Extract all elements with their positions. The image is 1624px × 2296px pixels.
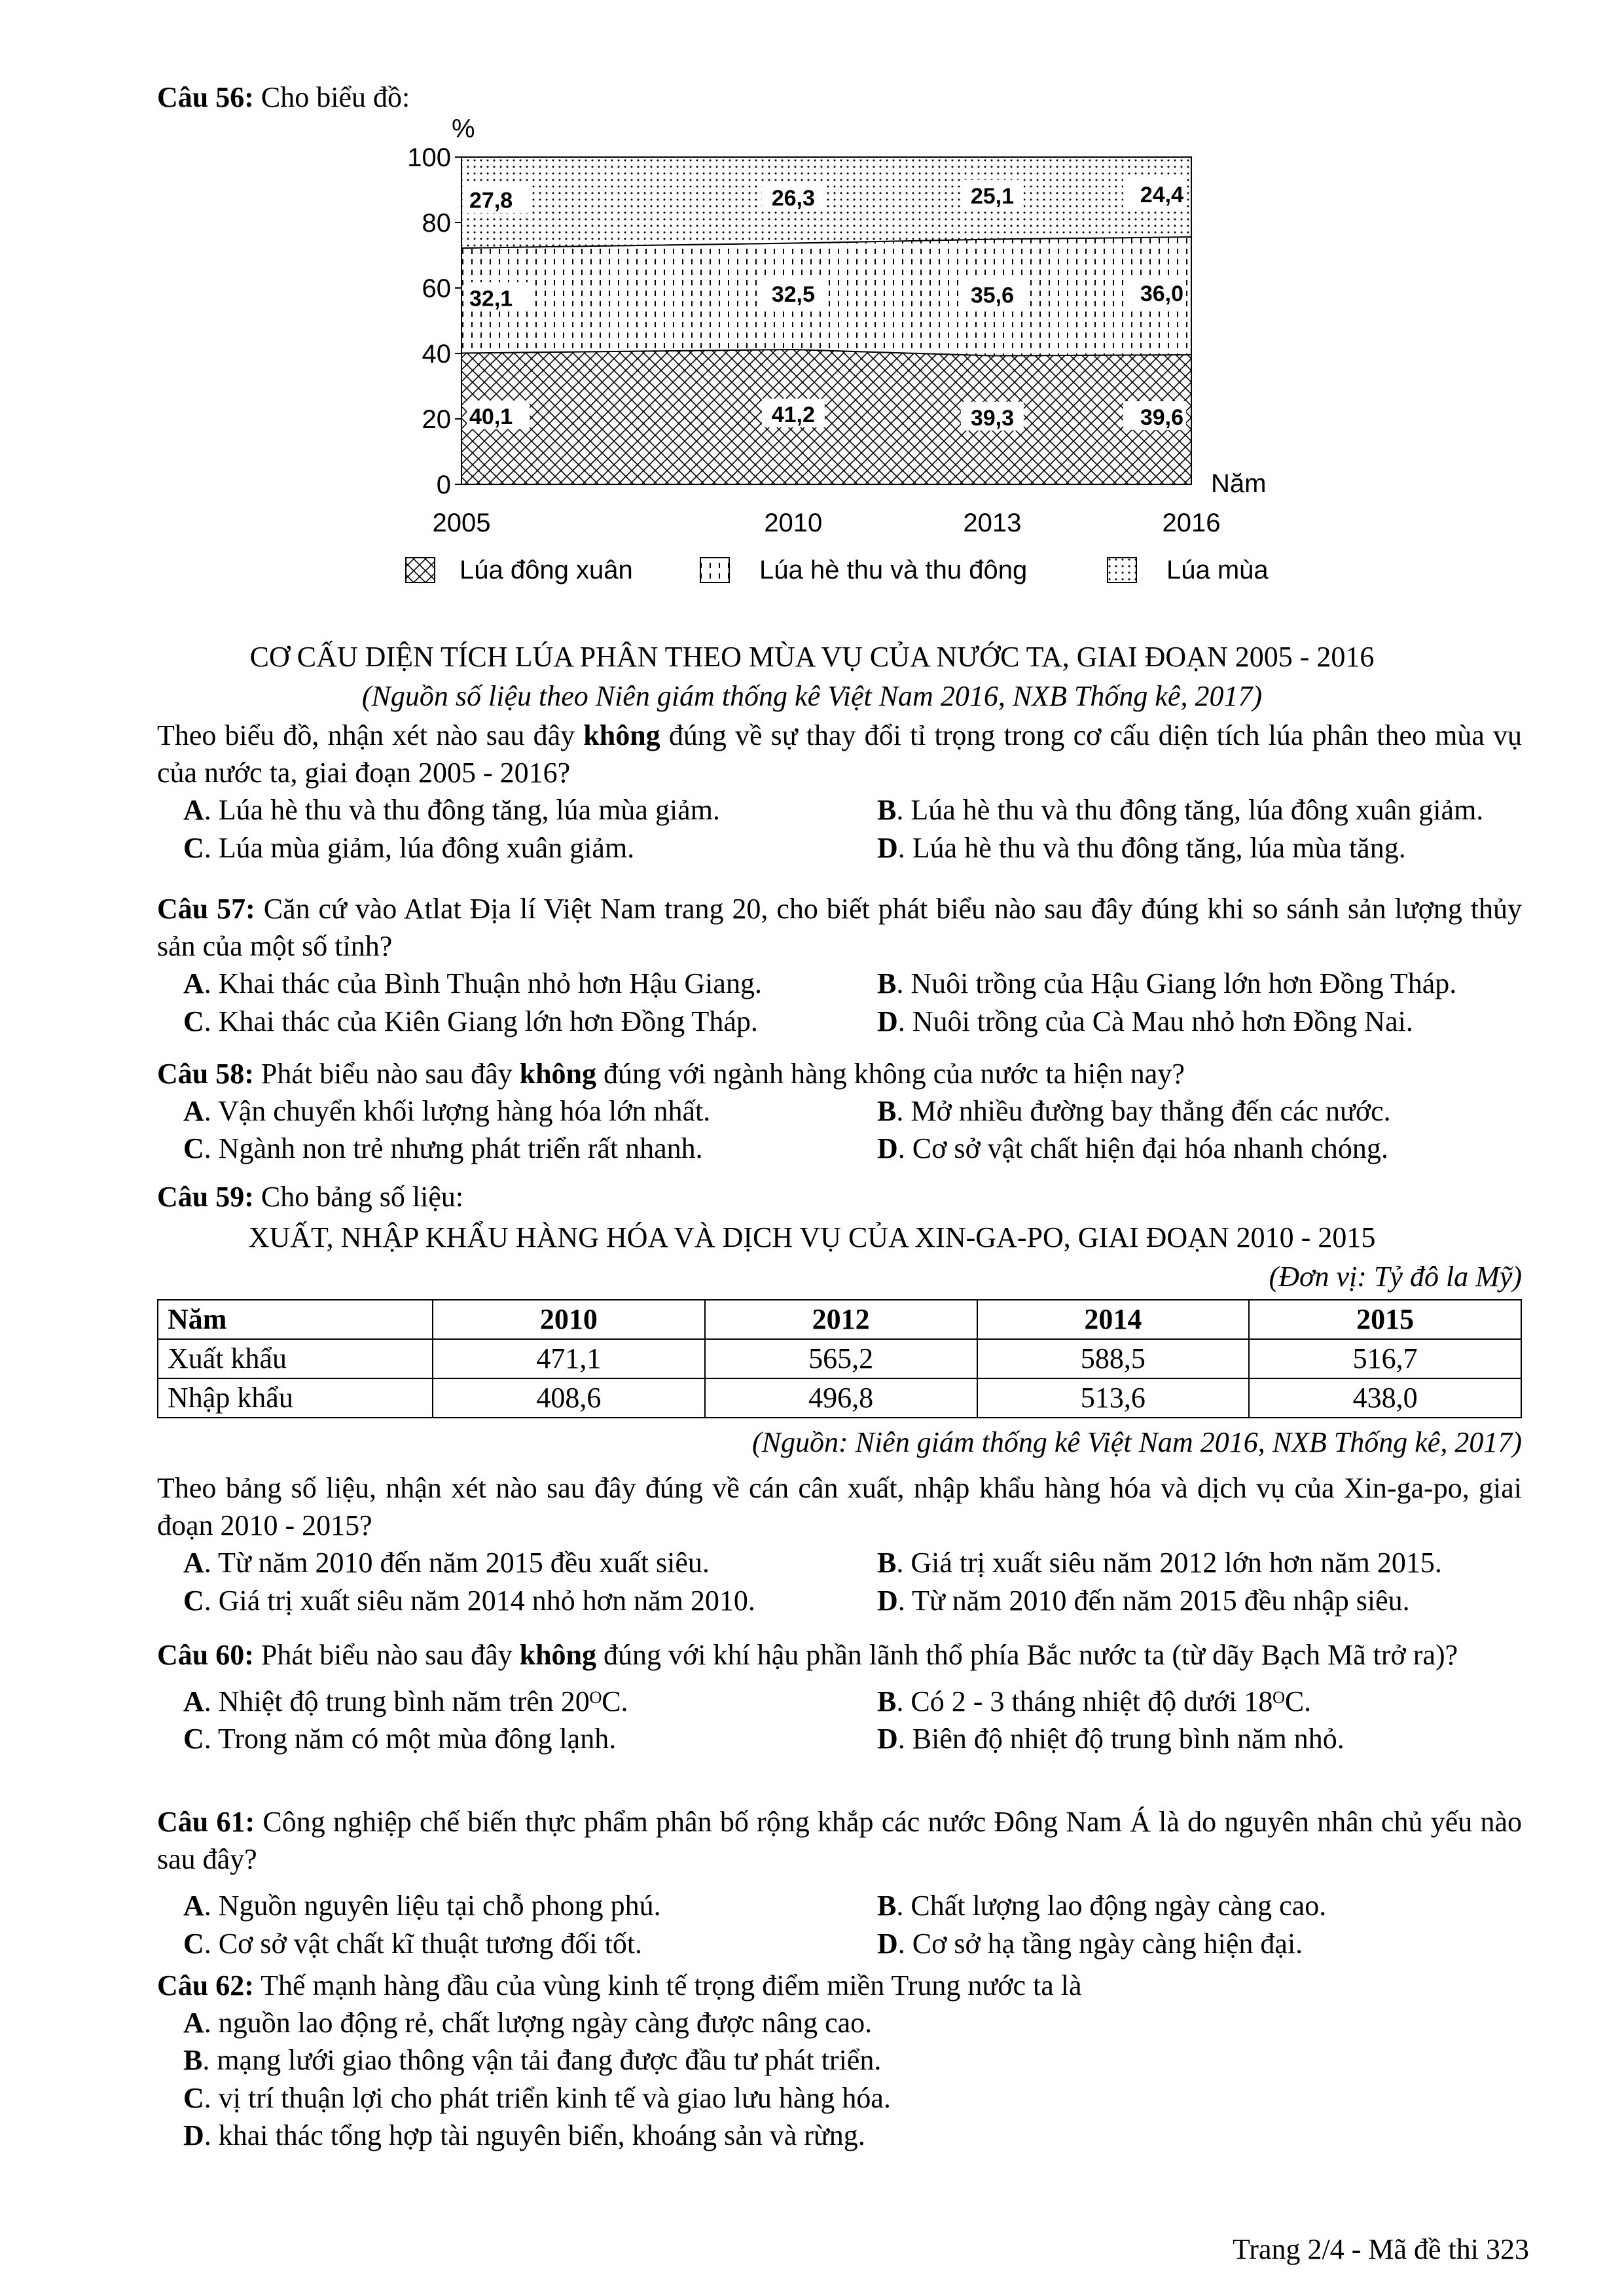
- y-tick-label: 0: [436, 471, 451, 499]
- table-header-cell: Năm: [158, 1300, 433, 1339]
- option-a[interactable]: A. Vận chuyển khối lượng hàng hóa lớn nhất.: [183, 1095, 711, 1128]
- table-cell: 565,2: [705, 1339, 977, 1378]
- option-d[interactable]: D. Biên độ nhiệt độ trung bình năm nhỏ.: [877, 1723, 1344, 1755]
- option-d[interactable]: D. khai thác tổng hợp tài nguyên biển, khoáng sản và rừng.: [183, 2119, 865, 2151]
- question-59: [157, 1178, 1522, 1215]
- option-b[interactable]: B. Có 2 - 3 tháng nhiệt độ dưới 18ᴼC.: [877, 1685, 1312, 1718]
- option-c[interactable]: C. Cơ sở vật chất kĩ thuật tương đối tốt.: [183, 1927, 643, 1960]
- table-row: [158, 1378, 1521, 1418]
- x-tick-label: 2005: [432, 509, 491, 537]
- data-label: 27,8: [469, 188, 513, 213]
- question-60: [157, 1636, 1522, 1758]
- table-header-cell: 2015: [1249, 1300, 1521, 1339]
- question-56: [157, 79, 1522, 116]
- question-text-cont: đúng về sự thay đổi tỉ trọng trong cơ cấu diện tích lúa phân theo mùa vụ của nước ta, giai đoạn 2005 - 2016?: [157, 719, 1523, 789]
- table-header-row: [158, 1300, 1521, 1339]
- y-tick-label: 80: [422, 209, 451, 238]
- y-tick-label: 100: [407, 143, 451, 172]
- data-label: 36,0: [1140, 281, 1183, 306]
- y-tick-label: 40: [422, 340, 451, 368]
- question-text: Phát biểu nào sau đây: [261, 1058, 513, 1090]
- option-b[interactable]: B. Giá trị xuất siêu năm 2012 lớn hơn năm 2015.: [877, 1547, 1442, 1579]
- options-56: [183, 791, 1522, 866]
- x-tick-label: 2010: [764, 509, 823, 537]
- table-row: [158, 1339, 1521, 1378]
- options-60: [183, 1683, 1522, 1757]
- option-c[interactable]: C. Trong năm có một mùa đông lạnh.: [183, 1723, 617, 1755]
- question-number: Câu 57:: [157, 893, 255, 925]
- data-label: 32,5: [771, 281, 815, 307]
- table-header-cell: 2010: [433, 1300, 705, 1339]
- y-tick-label: 60: [422, 274, 451, 303]
- chart-legend: [406, 556, 1269, 584]
- option-d[interactable]: D. Lúa hè thu và thu đông tăng, lúa mùa tăng.: [877, 831, 1406, 864]
- table-cell: 588,5: [977, 1339, 1250, 1378]
- question-56-body: [157, 717, 1522, 867]
- legend-swatch-dong-xuan: [406, 558, 435, 583]
- option-a[interactable]: A. Từ năm 2010 đến năm 2015 đều xuất siêu.: [183, 1547, 710, 1579]
- data-label: 26,3: [771, 185, 815, 211]
- legend-label-lua-mua: Lúa mùa: [1166, 556, 1269, 584]
- x-tick-label: 2013: [963, 509, 1022, 537]
- option-c[interactable]: C. Lúa mùa giảm, lúa đông xuân giảm.: [183, 831, 635, 864]
- question-text: Theo biểu đồ, nhận xét nào sau đây: [157, 719, 575, 751]
- chart-series-layers: [461, 157, 1191, 484]
- chart-title: CƠ CẤU DIỆN TÍCH LÚA PHÂN THEO MÙA VỤ CỦA NƯỚC TA, GIAI ĐOẠN 2005 - 2016: [249, 641, 1375, 673]
- option-c[interactable]: C. Ngành non trẻ nhưng phát triển rất nhanh.: [183, 1132, 703, 1165]
- question-keyword: không: [583, 719, 660, 751]
- question-number: Câu 61:: [157, 1806, 255, 1838]
- table-cell: 496,8: [705, 1378, 977, 1418]
- question-57: [157, 890, 1522, 1040]
- question-number: Câu 59:: [157, 1181, 254, 1213]
- legend-swatch-he-thu: [700, 558, 729, 583]
- table-title: XUẤT, NHẬP KHẨU HÀNG HÓA VÀ DỊCH VỤ CỦA XIN-GA-PO, GIAI ĐOẠN 2010 - 2015: [248, 1221, 1376, 1253]
- table-unit: (Đơn vị: Tỷ đô la Mỹ): [1269, 1261, 1522, 1293]
- question-58: [157, 1055, 1522, 1168]
- option-d[interactable]: D. Nuôi trồng của Cà Mau nhỏ hơn Đồng Nai.: [877, 1005, 1413, 1037]
- y-tick-label: 20: [422, 405, 451, 434]
- options-57: [183, 965, 1522, 1039]
- option-c[interactable]: C. Giá trị xuất siêu năm 2014 nhỏ hơn năm 2010.: [183, 1584, 755, 1617]
- question-59-body: [157, 1469, 1522, 1619]
- option-a[interactable]: A. Lúa hè thu và thu đông tăng, lúa mùa giảm.: [183, 794, 720, 827]
- y-axis-label: %: [452, 115, 475, 143]
- question-number: Câu 56:: [157, 81, 254, 113]
- question-stem: Thế mạnh hàng đầu của vùng kinh tế trọng điểm miền Trung nước ta là: [261, 1969, 1082, 2001]
- page-footer: Trang 2/4 - Mã đề thi 323: [1232, 2233, 1529, 2265]
- options-58: [183, 1092, 1522, 1167]
- option-b[interactable]: B. Lúa hè thu và thu đông tăng, lúa đông xuân giảm.: [877, 794, 1484, 827]
- data-label: 24,4: [1140, 183, 1183, 207]
- question-61: [157, 1803, 1522, 1962]
- x-tick-label: 2016: [1162, 509, 1221, 537]
- option-c[interactable]: C. vị trí thuận lợi cho phát triển kinh tế và giao lưu hàng hóa.: [183, 2081, 891, 2114]
- table-header-cell: 2012: [705, 1300, 977, 1339]
- legend-swatch-lua-mua: [1108, 558, 1136, 583]
- question-number: Câu 60:: [157, 1639, 254, 1671]
- data-label: 39,6: [1140, 405, 1183, 430]
- chart-source: (Nguồn số liệu theo Niên giám thống kê Việt Nam 2016, NXB Thống kê, 2017): [361, 680, 1263, 712]
- option-a[interactable]: A. nguồn lao động rẻ, chất lượng ngày càng được nâng cao.: [183, 2007, 873, 2039]
- option-a[interactable]: A. Nguồn nguyên liệu tại chỗ phong phú.: [183, 1890, 661, 1922]
- table-cell: 438,0: [1249, 1378, 1521, 1418]
- question-stem: Công nghiệp chế biến thực phẩm phân bố rộng khắp các nước Đông Nam Á là do nguyên nhân chủ yếu nào sau đây?: [157, 1806, 1522, 1876]
- option-b[interactable]: B. Mở nhiều đường bay thẳng đến các nước.: [877, 1095, 1391, 1128]
- table-row-label: Nhập khẩu: [158, 1378, 433, 1418]
- legend-label-he-thu: Lúa hè thu và thu đông: [759, 556, 1028, 584]
- options-61: [183, 1887, 1522, 1962]
- data-label: 32,1: [469, 286, 513, 312]
- question-text-cont: đúng với khí hậu phần lãnh thổ phía Bắc nước ta (từ dãy Bạch Mã trở ra)?: [604, 1639, 1458, 1671]
- question-text: Phát biểu nào sau đây: [261, 1639, 513, 1671]
- data-label: 40,1: [469, 404, 513, 429]
- table-source: (Nguồn: Niên giám thống kê Việt Nam 2016, NXB Thống kê, 2017): [751, 1426, 1522, 1458]
- question-number: Câu 62:: [157, 1969, 254, 2001]
- option-a[interactable]: A. Khai thác của Bình Thuận nhỏ hơn Hậu Giang.: [183, 967, 762, 1000]
- option-c[interactable]: C. Khai thác của Kiên Giang lớn hơn Đồng Tháp.: [183, 1005, 758, 1037]
- question-stem: Căn cứ vào Atlat Địa lí Việt Nam trang 20, cho biết phát biểu nào sau đây đúng khi so sánh sản lượng thủy sản của một số tỉnh?: [157, 893, 1522, 963]
- option-a[interactable]: A. Nhiệt độ trung bình năm trên 20ᴼC.: [183, 1685, 628, 1718]
- table-cell: 516,7: [1249, 1339, 1521, 1378]
- question-stem: Cho biểu đồ:: [261, 81, 410, 113]
- data-label: 35,6: [970, 283, 1015, 308]
- stacked-area-chart: [367, 111, 1329, 602]
- area-series-3: [461, 157, 1191, 248]
- data-table-wrap: [157, 1299, 1522, 1418]
- option-d[interactable]: D. Từ năm 2010 đến năm 2015 đều nhập siêu.: [877, 1584, 1410, 1617]
- question-keyword: không: [519, 1058, 597, 1090]
- options-62: [183, 2004, 1522, 2154]
- table-row-label: Xuất khẩu: [158, 1339, 433, 1378]
- table-cell: 513,6: [977, 1378, 1250, 1418]
- legend-label-dong-xuan: Lúa đông xuân: [460, 556, 633, 584]
- question-stem: Cho bảng số liệu:: [261, 1181, 464, 1213]
- option-b[interactable]: B. Nuôi trồng của Hậu Giang lớn hơn Đồng Tháp.: [877, 967, 1457, 1000]
- option-d[interactable]: D. Cơ sở hạ tầng ngày càng hiện đại.: [877, 1927, 1303, 1960]
- x-axis-label: Năm: [1211, 469, 1267, 498]
- data-table: [157, 1299, 1522, 1418]
- option-d[interactable]: D. Cơ sở vật chất hiện đại hóa nhanh chóng.: [877, 1132, 1388, 1165]
- table-cell: 471,1: [433, 1339, 705, 1378]
- option-b[interactable]: B. mạng lưới giao thông vận tải đang được đầu tư phát triển.: [183, 2044, 882, 2077]
- table-cell: 408,6: [433, 1378, 705, 1418]
- question-number: Câu 58:: [157, 1058, 254, 1090]
- data-label: 39,3: [970, 405, 1015, 431]
- question-text: Theo bảng số liệu, nhận xét nào sau đây đúng về cán cân xuất, nhập khẩu hàng hóa và dịch vụ của Xin-ga-po, giai đoạn 2010 - 2015?: [157, 1472, 1522, 1542]
- area-series-1: [461, 350, 1191, 484]
- question-text-cont: đúng với ngành hàng không của nước ta hiện nay?: [604, 1058, 1185, 1090]
- question-keyword: không: [519, 1639, 597, 1671]
- area-series-2: [461, 237, 1191, 356]
- data-label: 41,2: [771, 403, 815, 427]
- table-header-cell: 2014: [977, 1300, 1250, 1339]
- question-62: [157, 1967, 1522, 2154]
- options-59: [183, 1544, 1522, 1619]
- data-label: 25,1: [970, 183, 1015, 209]
- option-b[interactable]: B. Chất lượng lao động ngày càng cao.: [877, 1890, 1327, 1922]
